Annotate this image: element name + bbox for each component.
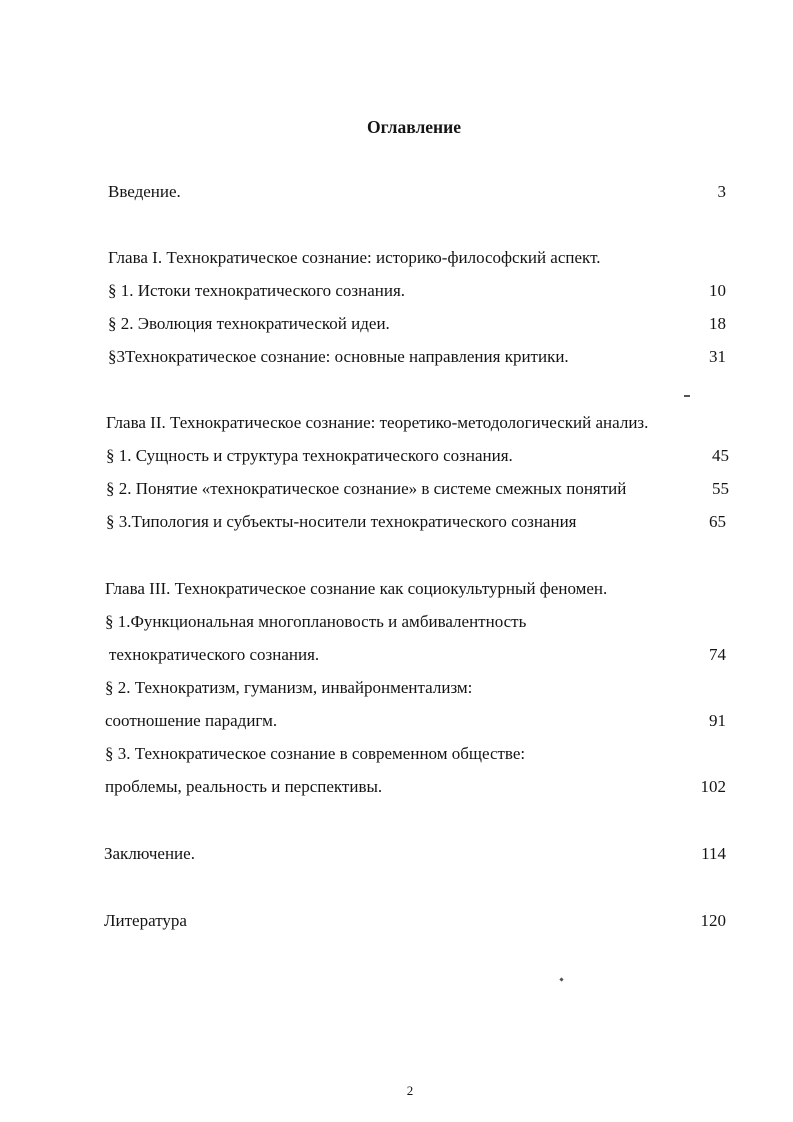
toc-entry-3-1: [0, 611, 793, 633]
toc-entry-1-3: [0, 346, 793, 368]
toc-entry-text: § 1. Сущность и структура технократического сознания.: [106, 446, 513, 465]
toc-entry-page: 55: [712, 479, 729, 498]
toc-chapter-2: [0, 412, 793, 434]
toc-entry-text: § 3. Технократическое сознание в современном обществе:: [105, 744, 526, 763]
toc-entry-page: 65: [709, 512, 726, 531]
toc-entry-text: § 1. Истоки технократического сознания.: [108, 281, 406, 300]
toc-entry-text: § 3.Типология и субъекты-носители технократического сознания: [106, 512, 577, 531]
scan-speck: [559, 977, 563, 981]
toc-entry-text: § 2. Эволюция технократической идеи.: [108, 314, 390, 333]
toc-entry-text: Глава I. Технократическое сознание: историко-философский аспект.: [108, 248, 601, 267]
toc-entry-page: 18: [709, 314, 726, 333]
toc-chapter-3: [0, 578, 793, 600]
toc-entry-page: 10: [709, 281, 726, 300]
toc-entry-text: Введение.: [108, 182, 181, 201]
toc-entry-page: 120: [700, 911, 726, 930]
toc-entry-text: Глава III. Технократическое сознание как социокультурный феномен.: [105, 579, 608, 598]
toc-entry-text: Заключение.: [104, 844, 195, 863]
toc-entry-3-3-cont: [0, 776, 793, 798]
scan-speck: [684, 395, 690, 397]
toc-entry-text: §3Технократическое сознание: основные направления критики.: [108, 347, 569, 366]
toc-entry-text: § 2. Понятие «технократическое сознание» в системе смежных понятий: [106, 479, 627, 498]
toc-entry-text: соотношение парадигм.: [105, 711, 278, 730]
toc-entry-page: 3: [717, 182, 726, 201]
toc-entry-2-2: [0, 478, 793, 500]
toc-entry-text: § 2. Технократизм, гуманизм, инвайронментализм:: [105, 678, 473, 697]
toc-entry-text: технократического сознания.: [109, 645, 320, 664]
toc-entry-page: 31: [709, 347, 726, 366]
toc-entry-2-3: [0, 511, 793, 533]
toc-entry-text: § 1.Функциональная многоплановость и амбивалентность: [105, 612, 527, 631]
toc-entry-text: проблемы, реальность и перспективы.: [105, 777, 383, 796]
toc-entry-page: 91: [709, 711, 726, 730]
toc-chapter-1: [0, 247, 793, 269]
toc-entry-page: 74: [709, 645, 726, 664]
toc-entry-page: 45: [712, 446, 729, 465]
toc-entry-3-2-cont: [0, 710, 793, 732]
toc-entry-page: 102: [700, 777, 726, 796]
toc-entry-2-1: [0, 445, 793, 467]
toc-title: Оглавление: [367, 117, 461, 137]
toc-entry-1-1: [0, 280, 793, 302]
toc-entry-3-1-cont: [0, 644, 793, 666]
toc-entry-1-2: [0, 313, 793, 335]
toc-entry-conclusion: [0, 843, 793, 865]
page-number: 2: [406, 1083, 414, 1098]
toc-entry-3-2: [0, 677, 793, 699]
toc-entry-page: 114: [701, 844, 726, 863]
toc-entry-literature: [0, 910, 793, 932]
toc-entry-text: Литература: [104, 911, 187, 930]
toc-entry-3-3: [0, 743, 793, 765]
toc-entry-text: Глава II. Технократическое сознание: теоретико-методологический анализ.: [106, 413, 649, 432]
toc-entry-introduction: [0, 181, 793, 203]
